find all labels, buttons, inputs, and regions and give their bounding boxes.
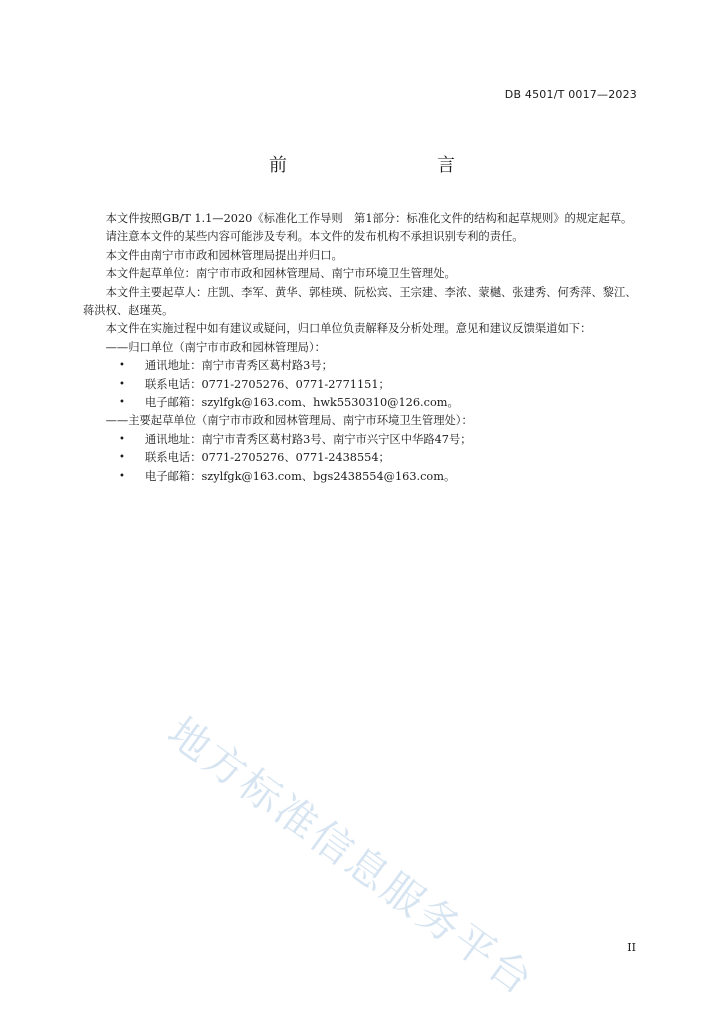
list-item-text: 通讯地址：南宁市青秀区葛村路3号、南宁市兴宁区中华路47号；	[145, 432, 472, 446]
list-item	[83, 357, 641, 375]
contact-heading: ——归口单位（南宁市市政和园林管理局）：	[105, 340, 326, 354]
list-item-text: 联系电话：0771-2705276、0771-2438554；	[145, 451, 390, 465]
watermark: 地方标准信息服务平台	[158, 707, 544, 1006]
list-item-text: 通讯地址：南宁市青秀区葛村路3号；	[145, 359, 333, 373]
bullet-icon: •	[119, 433, 125, 445]
list-item	[83, 449, 641, 467]
paragraph: 本文件主要起草人：庄凯、李军、黄华、郭桂瑛、阮松宾、王宗建、李浓、蒙樾、张建秀、何秀萍、黎江、蒋洪权、赵瑾英。	[83, 285, 637, 318]
paragraph: 本文件起草单位：南宁市市政和园林管理局、南宁市环境卫生管理处。	[105, 267, 456, 281]
list-item-text: 联系电话：0771-2705276、0771-2771151；	[145, 377, 390, 391]
page-title: 前 言	[269, 155, 493, 176]
page-number: II	[627, 941, 636, 954]
bullet-icon: •	[119, 360, 125, 372]
list-item	[83, 431, 641, 449]
list-item	[83, 394, 641, 412]
bullet-icon: •	[119, 378, 125, 390]
list-item-text: 电子邮箱：szylfgk@163.com、hwk5530310@126.com。	[145, 396, 459, 410]
list-item	[83, 376, 641, 394]
foreword-body	[83, 210, 641, 486]
bullet-icon: •	[119, 397, 125, 409]
bullet-icon: •	[119, 452, 125, 464]
paragraph: 本文件按照GB/T 1.1—2020《标准化工作导则 第1部分：标准化文件的结构和起草规则》的规定起草。	[105, 212, 633, 225]
paragraph: 本文件在实施过程中如有建议或疑问，归口单位负责解释及分析处理。意见和建议反馈渠道如下：	[105, 322, 592, 336]
document-code: DB 4501/T 0017—2023	[504, 88, 637, 101]
paragraph: 请注意本文件的某些内容可能涉及专利。本文件的发布机构不承担识别专利的责任。	[105, 230, 524, 244]
list-item-text: 电子邮箱：szylfgk@163.com、bgs2438554@163.com。	[145, 469, 456, 483]
list-item	[83, 468, 641, 486]
paragraph: 本文件由南宁市市政和园林管理局提出并归口。	[105, 248, 343, 262]
contact-heading: ——主要起草单位（南宁市市政和园林管理局、南宁市环境卫生管理处）：	[105, 414, 473, 428]
bullet-icon: •	[119, 470, 125, 482]
